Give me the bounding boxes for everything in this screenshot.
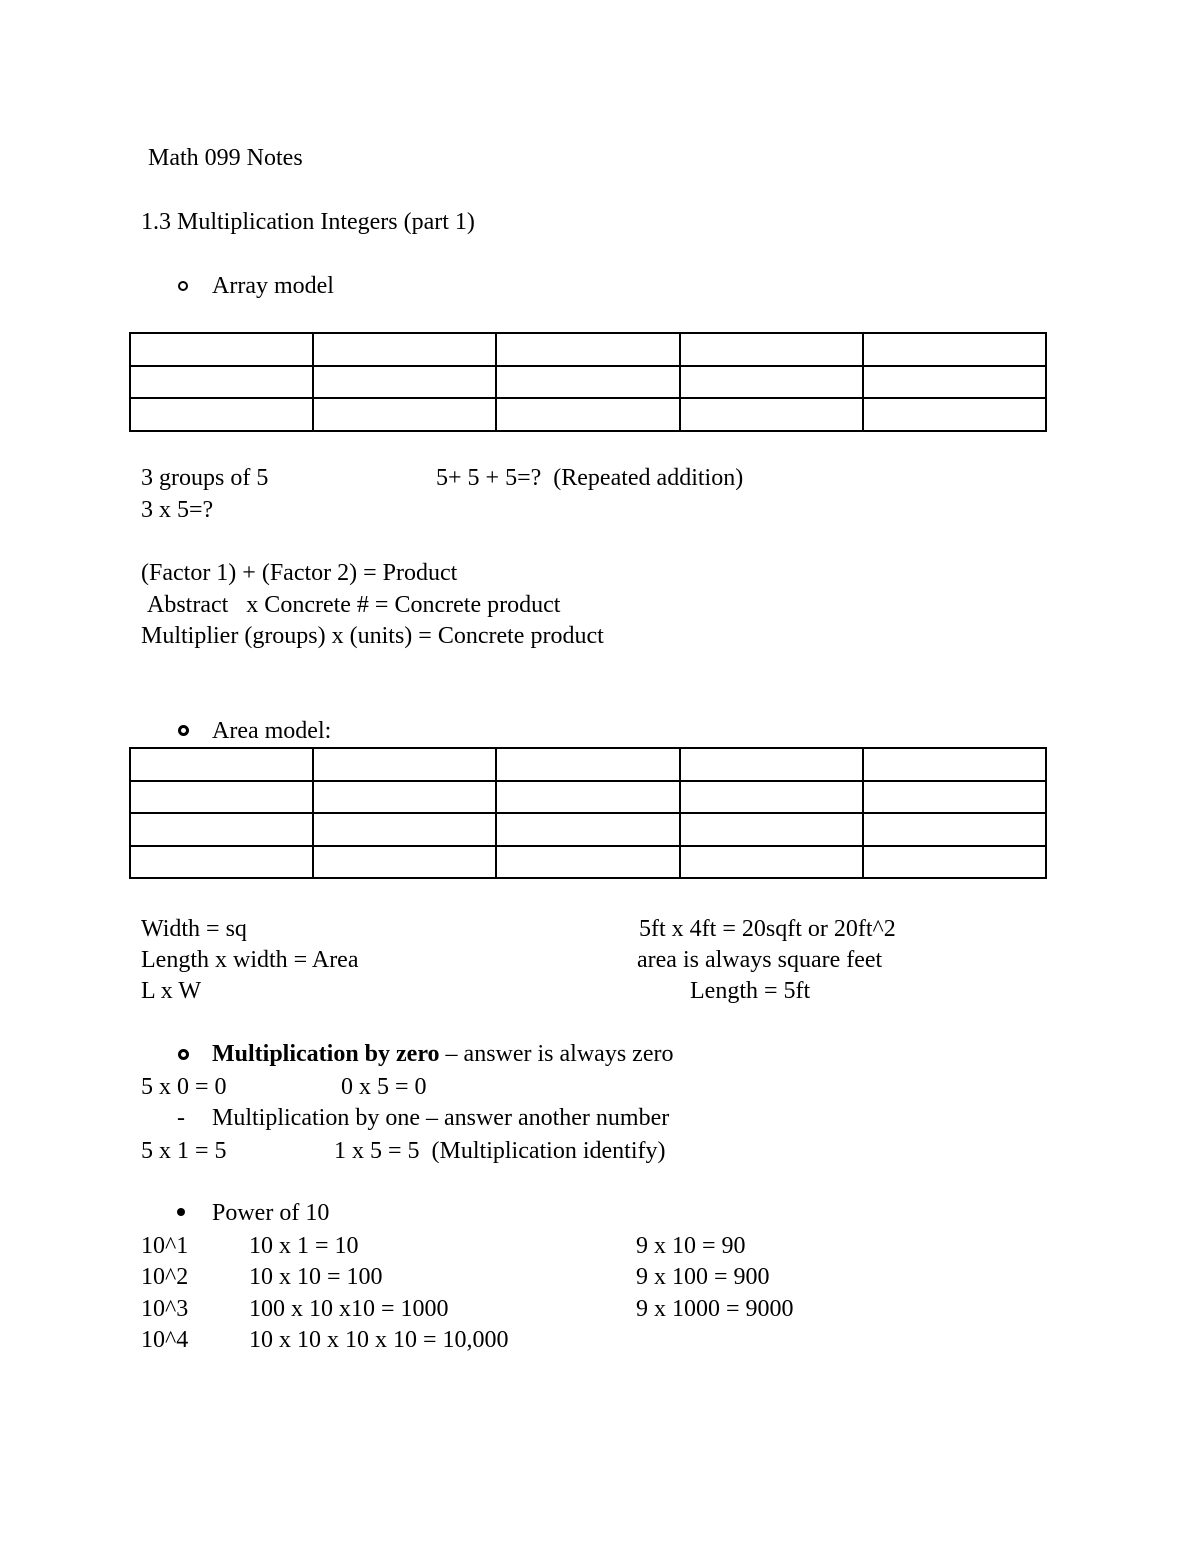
grid-cell [496, 398, 679, 431]
one-example-left: 5 x 1 = 5 [141, 1138, 227, 1164]
grid-cell [130, 781, 313, 814]
grid-cell [496, 781, 679, 814]
grid-cell [680, 333, 863, 366]
power-label: 10^2 [141, 1264, 189, 1290]
grid-cell [313, 781, 496, 814]
grid-cell [313, 333, 496, 366]
area-example-text: 5ft x 4ft = 20sqft or 20ft^2 [639, 916, 896, 942]
grid-cell [130, 748, 313, 781]
grid-cell [496, 748, 679, 781]
lxw-text: L x W [141, 978, 201, 1004]
power-expansion: 100 x 10 x10 = 1000 [249, 1296, 449, 1322]
zero-heading [212, 1042, 673, 1066]
grid-cell [680, 813, 863, 846]
power-example: 9 x 100 = 900 [636, 1264, 770, 1290]
area-model-heading: Area model: [212, 718, 332, 744]
multiplier-formula: Multiplier (groups) x (units) = Concrete product [141, 623, 604, 649]
array-model-grid [129, 332, 1047, 432]
power-heading: Power of 10 [212, 1200, 330, 1226]
power-example: 9 x 10 = 90 [636, 1233, 746, 1259]
zero-heading-rest: – answer is always zero [439, 1041, 674, 1067]
length-text: Length = 5ft [690, 978, 811, 1004]
power-example: 9 x 1000 = 9000 [636, 1296, 794, 1322]
grid-cell [313, 366, 496, 399]
grid-cell [680, 398, 863, 431]
power-expansion: 10 x 1 = 10 [249, 1233, 359, 1259]
grid-cell [863, 333, 1046, 366]
one-heading: Multiplication by one – answer another number [212, 1105, 670, 1131]
grid-cell [863, 813, 1046, 846]
grid-cell [680, 748, 863, 781]
grid-cell [313, 813, 496, 846]
page-title: Math 099 Notes [148, 145, 303, 171]
grid-cell [680, 846, 863, 879]
grid-cell [130, 846, 313, 879]
bullet-dot-icon [177, 1208, 185, 1216]
grid-cell [496, 813, 679, 846]
zero-heading-bold: Multiplication by zero [212, 1041, 440, 1067]
area-formula-text: Length x width = Area [141, 947, 359, 973]
factor-formula: (Factor 1) + (Factor 2) = Product [141, 560, 458, 586]
dash-bullet: - [177, 1105, 185, 1131]
grid-cell [130, 398, 313, 431]
grid-cell [863, 366, 1046, 399]
one-example-right: 1 x 5 = 5 (Multiplication identify) [334, 1138, 666, 1164]
area-model-grid [129, 747, 1047, 879]
grid-cell [680, 366, 863, 399]
grid-cell [863, 748, 1046, 781]
power-expansion: 10 x 10 x 10 x 10 = 10,000 [249, 1327, 509, 1353]
abstract-formula: Abstract x Concrete # = Concrete product [147, 592, 561, 618]
grid-cell [863, 846, 1046, 879]
grid-cell [130, 366, 313, 399]
grid-cell [680, 781, 863, 814]
repeated-addition-text: 5+ 5 + 5=? (Repeated addition) [436, 465, 744, 491]
array-model-heading: Array model [212, 273, 334, 299]
grid-cell [313, 398, 496, 431]
width-text: Width = sq [141, 916, 247, 942]
power-label: 10^4 [141, 1327, 189, 1353]
power-expansion: 10 x 10 = 100 [249, 1264, 383, 1290]
square-feet-text: area is always square feet [637, 947, 883, 973]
grid-cell [863, 398, 1046, 431]
multiplication-question: 3 x 5=? [141, 497, 214, 523]
power-label: 10^1 [141, 1233, 189, 1259]
grid-cell [863, 781, 1046, 814]
grid-cell [130, 333, 313, 366]
grid-cell [496, 846, 679, 879]
groups-text: 3 groups of 5 [141, 465, 269, 491]
grid-cell [496, 333, 679, 366]
grid-cell [313, 748, 496, 781]
power-label: 10^3 [141, 1296, 189, 1322]
zero-example-left: 5 x 0 = 0 [141, 1074, 227, 1100]
grid-cell [313, 846, 496, 879]
hollow-bullet-icon [178, 725, 189, 736]
grid-cell [130, 813, 313, 846]
grid-cell [496, 366, 679, 399]
section-heading: 1.3 Multiplication Integers (part 1) [141, 209, 475, 235]
hollow-bullet-icon [178, 1049, 189, 1060]
hollow-bullet-icon [178, 281, 188, 291]
zero-example-right: 0 x 5 = 0 [341, 1074, 427, 1100]
